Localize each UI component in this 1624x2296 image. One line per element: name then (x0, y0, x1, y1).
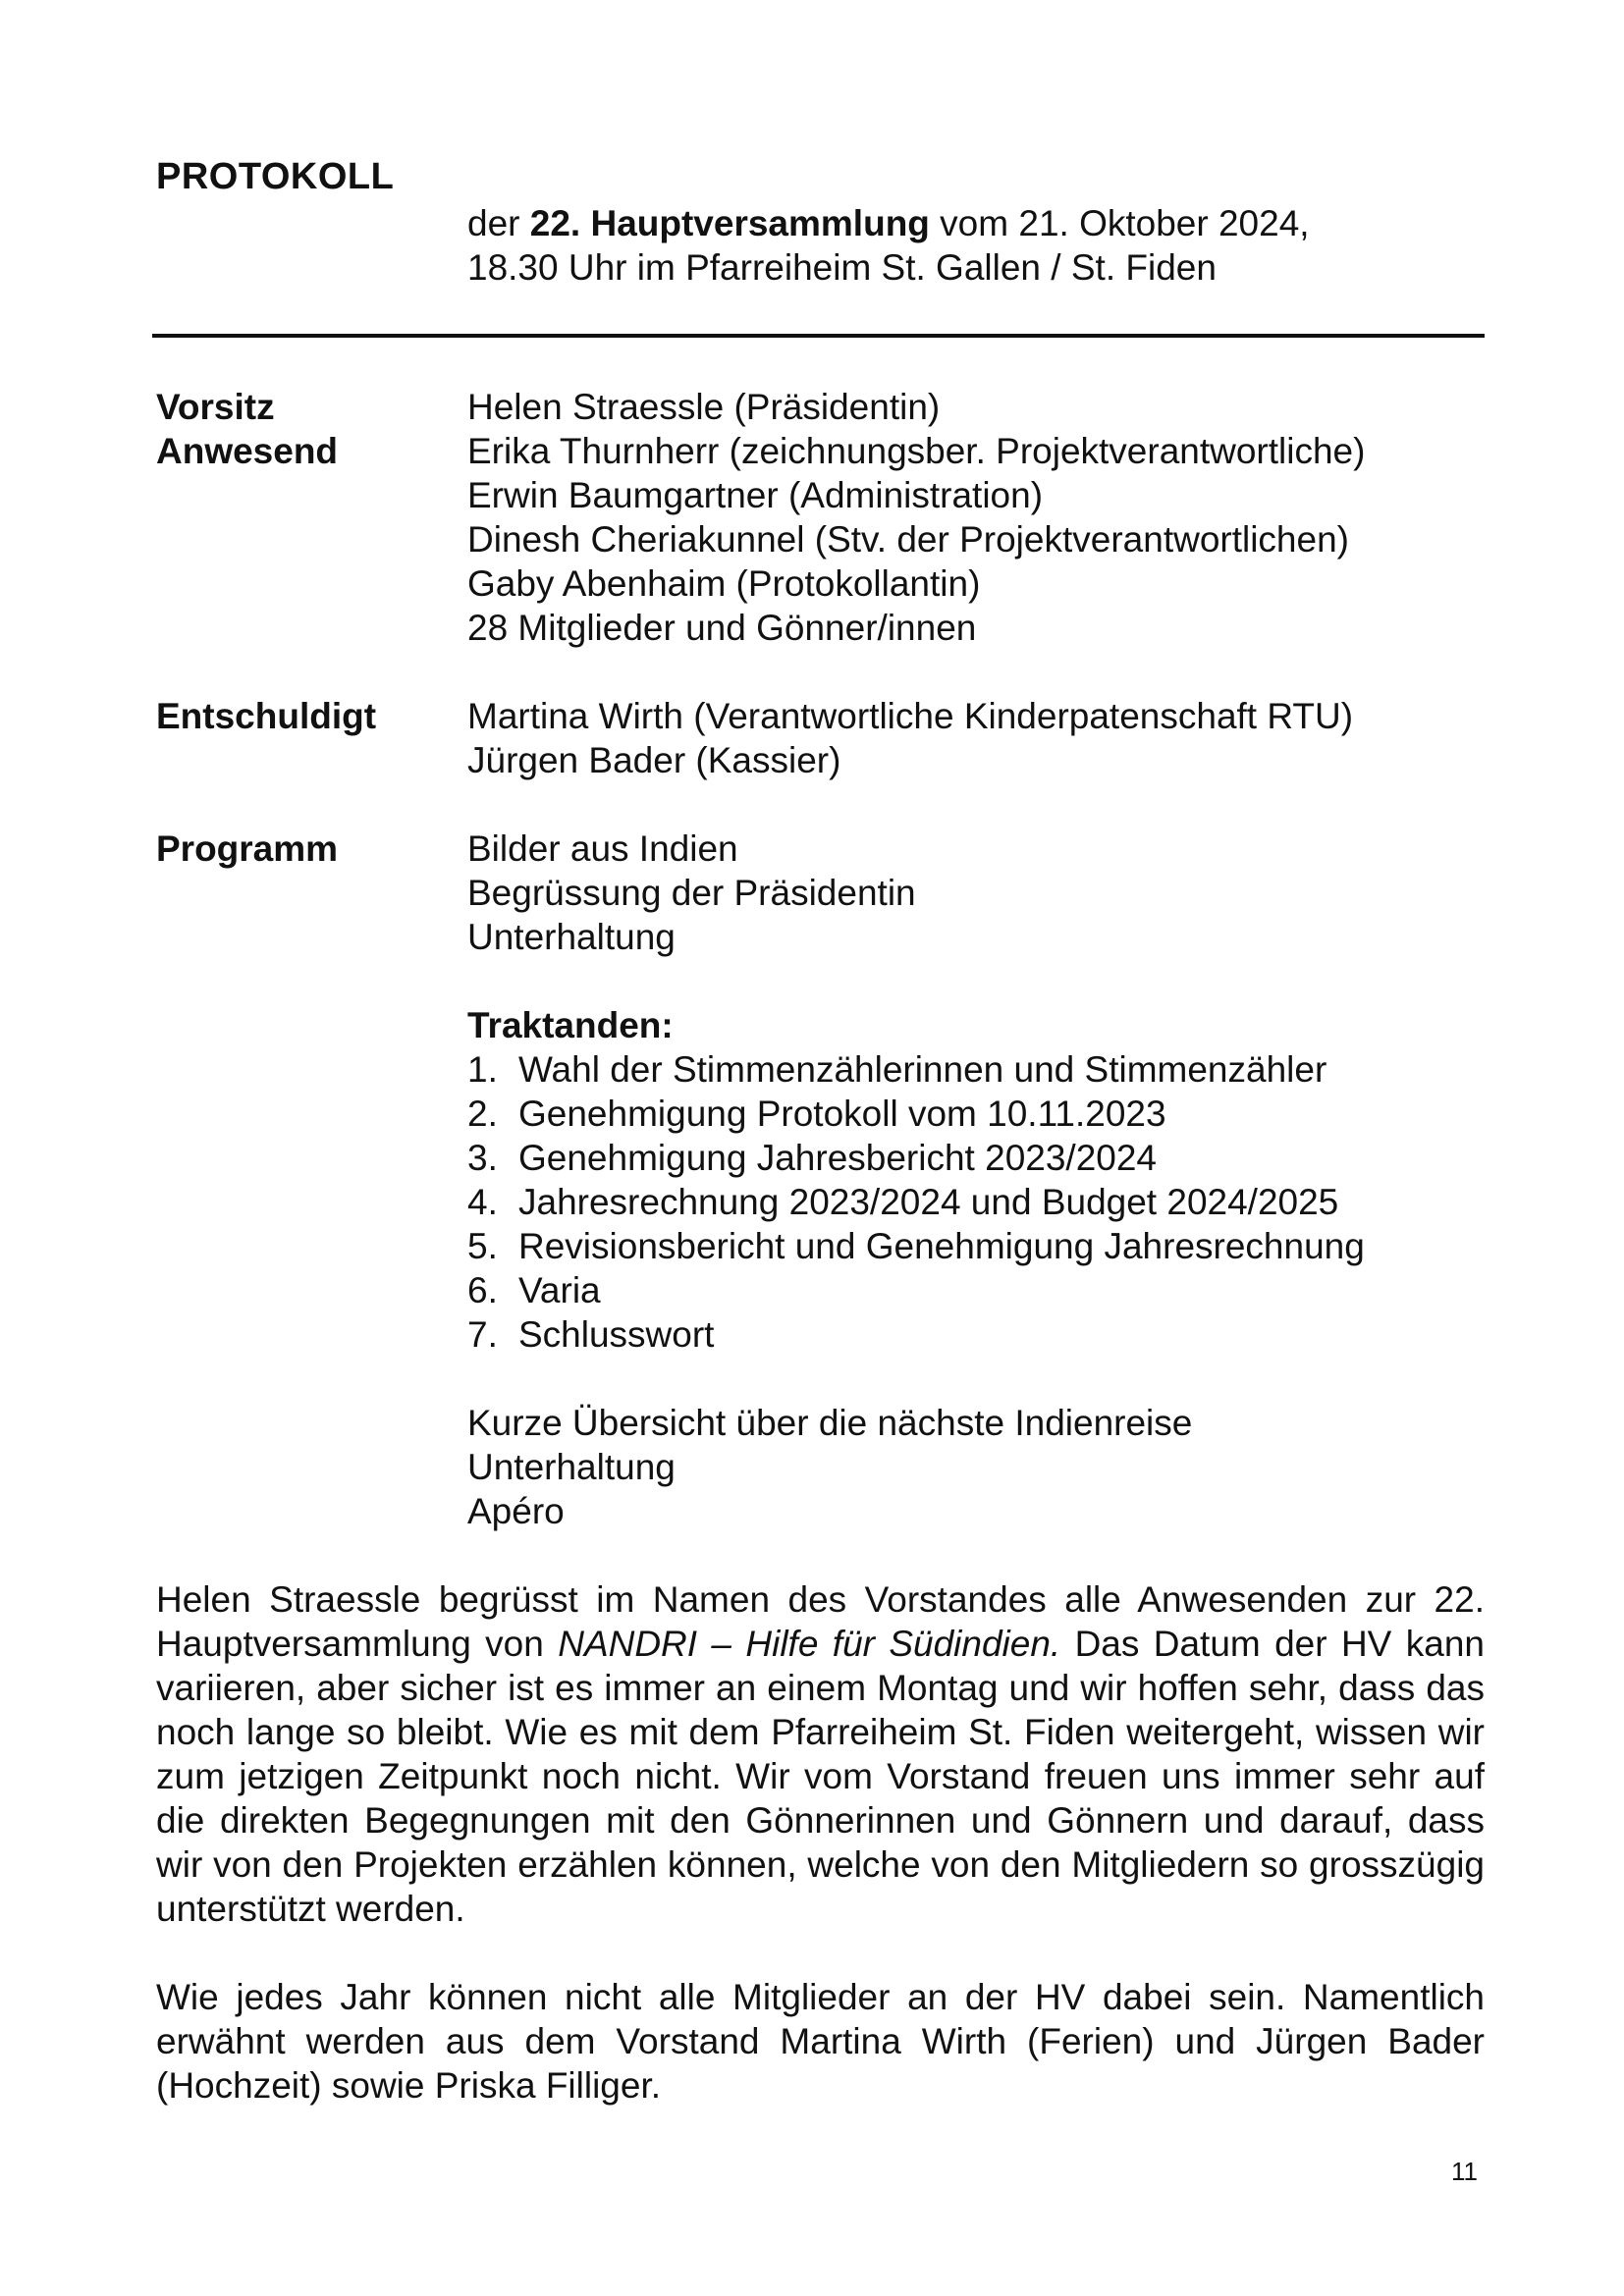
attendees-list (467, 385, 1365, 650)
agenda-item: 7. Schlusswort (467, 1314, 715, 1355)
vorsitz-label: Vorsitz (156, 387, 275, 427)
program-item: Begrüssung der Präsidentin (467, 873, 916, 913)
agenda-item: 2. Genehmigung Protokoll vom 10.11.2023 (467, 1094, 1166, 1134)
agenda-item: 5. Revisionsbericht und Genehmigung Jahresrechnung (467, 1226, 1365, 1266)
agenda-item: 4. Jahresrechnung 2023/2024 und Budget 2024/2025 (467, 1182, 1339, 1222)
organization-name: NANDRI – Hilfe für Südindien. (558, 1624, 1061, 1664)
program-item: Unterhaltung (467, 1447, 676, 1487)
attendee: Erika Thurnherr (zeichnungsber. Projektverantwortliche) (467, 431, 1366, 471)
header-divider (152, 334, 1485, 338)
program-item: Kurze Übersicht über die nächste Indienreise (467, 1403, 1193, 1443)
absence-paragraph: Wie jedes Jahr können nicht alle Mitglieder an der HV dabei sein. Namentlich erwähnt werden aus dem Vorstand Martina Wirth (Ferien) und Jürgen Bader (Hochzeit) sowie Priska Filliger. (156, 1977, 1485, 2106)
meeting-subtitle (467, 201, 1310, 290)
programm-label: Programm (156, 828, 339, 869)
entschuldigt-label: Entschuldigt (156, 696, 377, 736)
excused-person: Martina Wirth (Verantwortliche Kinderpatenschaft RTU) (467, 696, 1354, 736)
page-number: 11 (1451, 2157, 1478, 2186)
vorsitz-value: Helen Straessle (Präsidentin) (467, 387, 941, 427)
welcome-paragraph: Helen Straessle begrüsst im Namen des Vorstandes alle Anwesenden zur 22. Hauptversammlung von NANDRI – Hilfe für Südindien. Das Datum der HV kann variieren, aber sicher ist es immer an einem Montag und wir hoffen sehr, dass das noch lange so bleibt. Wie es mit dem Pfarreiheim St. Fiden weitergeht, wissen wir zum jetzigen Zeitpunkt noch nicht. Wir vom Vorstand freuen uns immer sehr auf die direkten Begegnungen mit den Gönnerinnen und Gönnern und darauf, dass wir von den Projekten erzählen können, welche von den Mitgliedern so grosszügig unterstützt werden. (156, 1579, 1485, 1929)
attendee: Gaby Abenhaim (Protokollantin) (467, 563, 981, 604)
agenda-item: 1. Wahl der Stimmenzählerinnen und Stimmenzähler (467, 1049, 1327, 1090)
anwesend-label: Anwesend (156, 431, 339, 471)
document-title: PROTOKOLL (156, 156, 395, 197)
attendee: Dinesh Cheriakunnel (Stv. der Projektverantwortlichen) (467, 519, 1349, 560)
meeting-name: 22. Hauptversammlung (529, 203, 930, 243)
agenda-item: 6. Varia (467, 1270, 601, 1310)
excused-list (467, 694, 1353, 782)
attendee: 28 Mitglieder und Gönner/innen (467, 608, 977, 648)
traktanden-section (467, 1003, 1365, 1357)
program-item: Unterhaltung (467, 917, 676, 957)
meeting-date-line: der 22. Hauptversammlung vom 21. Oktober 2024, (467, 203, 1310, 243)
traktanden-list (467, 1047, 1365, 1357)
program-outro (467, 1401, 1192, 1533)
agenda-item: 3. Genehmigung Jahresbericht 2023/2024 (467, 1138, 1158, 1178)
attendee: Erwin Baumgartner (Administration) (467, 475, 1044, 515)
program-intro (467, 827, 916, 959)
excused-person: Jürgen Bader (Kassier) (467, 740, 841, 780)
traktanden-heading: Traktanden: (467, 1005, 674, 1045)
program-item: Bilder aus Indien (467, 828, 738, 869)
program-item: Apéro (467, 1491, 565, 1531)
meeting-location-line: 18.30 Uhr im Pfarreiheim St. Gallen / St. Fiden (467, 247, 1217, 288)
